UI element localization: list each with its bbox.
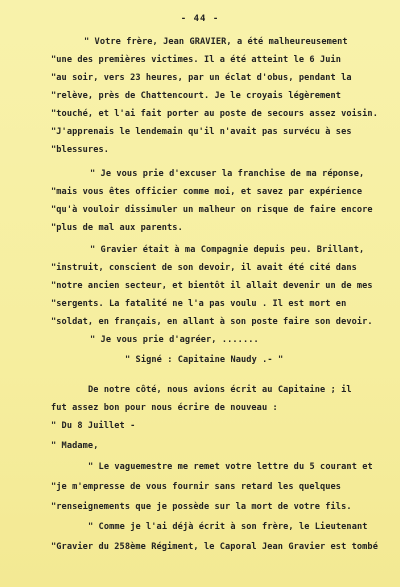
text-line: " Du 8 Juillet -	[51, 421, 136, 431]
text-line: De notre côté, nous avions écrit au Capitaine ; il	[88, 385, 352, 395]
text-line: "plus de mal aux parents.	[51, 223, 183, 233]
text-line: "je m'empresse de vous fournir sans retard les quelques	[51, 482, 342, 492]
text-line: "soldat, en français, en allant à son poste faire son devoir.	[51, 317, 373, 327]
text-line: " Madame,	[51, 441, 99, 451]
text-line: fut assez bon pour nous écrire de nouveau :	[51, 403, 278, 413]
text-line: "sergents. La fatalité ne l'a pas voulu . Il est mort en	[51, 299, 347, 309]
text-line: "une des premières victimes. Il a été atteint le 6 Juin	[51, 55, 342, 65]
text-line: " Votre frère, Jean GRAVIER, a été malheureusement	[84, 37, 348, 47]
text-line: " Je vous prie d'excuser la franchise de ma réponse,	[90, 169, 365, 179]
text-line: "qu'à vouloir dissimuler un malheur on risque de faire encore	[51, 205, 373, 215]
page-number: - 44 -	[180, 14, 220, 24]
text-line: "instruit, conscient de son devoir, il avait été cité dans	[51, 263, 357, 273]
text-line: "au soir, vers 23 heures, par un éclat d'obus, pendant la	[51, 73, 352, 83]
text-line: "notre ancien secteur, et bientôt il allait devenir un de mes	[51, 281, 373, 291]
text-line: " Gravier était à ma Compagnie depuis peu. Brillant,	[90, 245, 365, 255]
signature-line: " Signé : Capitaine Naudy .- "	[125, 355, 284, 365]
text-line: "renseignements que je possède sur la mort de votre fils.	[51, 502, 352, 512]
text-line: " Comme je l'ai déjà écrit à son frère, le Lieutenant	[88, 522, 368, 532]
text-line: " Je vous prie d'agréer, .......	[90, 335, 259, 345]
text-line: "touché, et l'ai fait porter au poste de secours assez voisin.	[51, 109, 378, 119]
text-line: " Le vaguemestre me remet votre lettre du 5 courant et	[88, 462, 373, 472]
text-line: "blessures.	[51, 145, 110, 155]
text-line: "J'apprenais le lendemain qu'il n'avait pas survécu à ses	[51, 127, 352, 137]
text-line: "mais vous êtes officier comme moi, et savez par expérience	[51, 187, 363, 197]
text-line: "relève, près de Chattencourt. Je le croyais légèrement	[51, 91, 342, 101]
text-line: "Gravier du 258ème Régiment, le Caporal Jean Gravier est tombé	[51, 542, 378, 552]
